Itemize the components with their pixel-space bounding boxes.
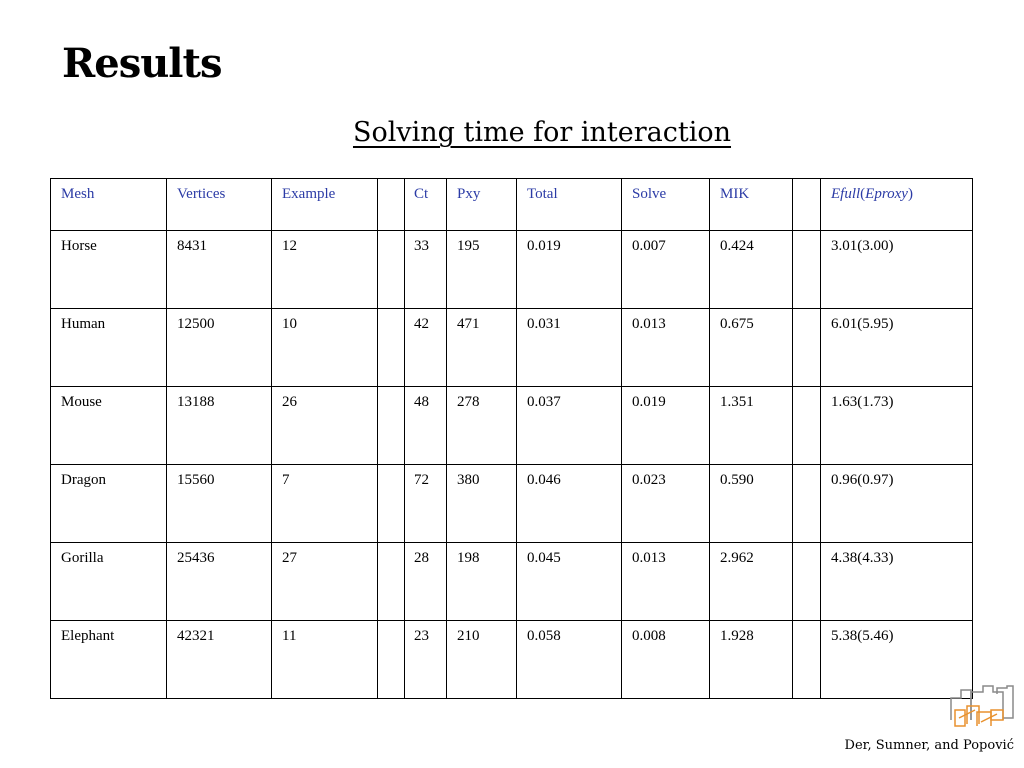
table-row [51,387,973,465]
author-credit: Der, Sumner, and Popović [844,738,1014,753]
slide-title: Results [62,40,222,87]
cell-total: 0.058 [517,621,622,699]
cell-blank-1 [378,231,405,309]
cell-efull-eproxy: 6.01(5.95) [821,309,973,387]
cell-solve: 0.023 [622,465,710,543]
header-pxy: Pxy [447,179,517,231]
cell-vertices: 13188 [167,387,272,465]
cell-mesh: Mouse [51,387,167,465]
header-open-paren: ( [860,186,866,202]
cell-example: 12 [272,231,378,309]
cell-mik: 2.962 [710,543,793,621]
cell-total: 0.046 [517,465,622,543]
city-skyline-logo-icon [947,680,1015,730]
table-row [51,465,973,543]
cell-solve: 0.019 [622,387,710,465]
header-mik: MIK [710,179,793,231]
cell-example: 11 [272,621,378,699]
header-example: Example [272,179,378,231]
table-row [51,309,973,387]
cell-solve: 0.013 [622,309,710,387]
cell-example: 7 [272,465,378,543]
results-table [50,178,973,699]
header-efull: Efull [831,186,861,202]
cell-mesh: Dragon [51,465,167,543]
cell-example: 27 [272,543,378,621]
cell-blank-1 [378,543,405,621]
header-eproxy: Eproxy [865,186,908,202]
cell-blank-2 [793,621,821,699]
cell-ct: 72 [405,465,447,543]
cell-vertices: 12500 [167,309,272,387]
header-blank-1 [378,179,405,231]
table-header-row [51,179,973,231]
cell-blank-1 [378,387,405,465]
cell-mesh: Elephant [51,621,167,699]
header-close-paren: ) [907,186,913,202]
cell-mesh: Horse [51,231,167,309]
cell-solve: 0.007 [622,231,710,309]
header-vertices: Vertices [167,179,272,231]
cell-mesh: Human [51,309,167,387]
cell-pxy: 195 [447,231,517,309]
cell-efull-eproxy: 1.63(1.73) [821,387,973,465]
slide-subtitle: Solving time for interaction [352,117,732,148]
cell-mik: 0.424 [710,231,793,309]
cell-solve: 0.013 [622,543,710,621]
cell-total: 0.045 [517,543,622,621]
cell-blank-2 [793,465,821,543]
cell-mik: 0.675 [710,309,793,387]
cell-ct: 42 [405,309,447,387]
cell-total: 0.031 [517,309,622,387]
cell-solve: 0.008 [622,621,710,699]
header-solve: Solve [622,179,710,231]
cell-mik: 1.351 [710,387,793,465]
cell-mik: 1.928 [710,621,793,699]
cell-vertices: 25436 [167,543,272,621]
cell-ct: 48 [405,387,447,465]
cell-pxy: 198 [447,543,517,621]
header-total: Total [517,179,622,231]
cell-total: 0.037 [517,387,622,465]
cell-ct: 23 [405,621,447,699]
cell-example: 26 [272,387,378,465]
cell-pxy: 210 [447,621,517,699]
header-ct: Ct [405,179,447,231]
header-blank-2 [793,179,821,231]
table-row [51,543,973,621]
cell-blank-2 [793,387,821,465]
cell-vertices: 42321 [167,621,272,699]
cell-vertices: 15560 [167,465,272,543]
cell-vertices: 8431 [167,231,272,309]
header-mesh: Mesh [51,179,167,231]
cell-blank-1 [378,621,405,699]
cell-pxy: 278 [447,387,517,465]
cell-blank-2 [793,543,821,621]
cell-efull-eproxy: 3.01(3.00) [821,231,973,309]
cell-ct: 33 [405,231,447,309]
cell-blank-2 [793,309,821,387]
header-efull-eproxy [821,179,973,231]
cell-ct: 28 [405,543,447,621]
cell-pxy: 471 [447,309,517,387]
cell-blank-1 [378,309,405,387]
cell-efull-eproxy: 5.38(5.46) [821,621,973,699]
cell-efull-eproxy: 4.38(4.33) [821,543,973,621]
table-row [51,621,973,699]
cell-blank-2 [793,231,821,309]
cell-mik: 0.590 [710,465,793,543]
cell-example: 10 [272,309,378,387]
cell-mesh: Gorilla [51,543,167,621]
cell-pxy: 380 [447,465,517,543]
table-row [51,231,973,309]
cell-blank-1 [378,465,405,543]
cell-efull-eproxy: 0.96(0.97) [821,465,973,543]
cell-total: 0.019 [517,231,622,309]
